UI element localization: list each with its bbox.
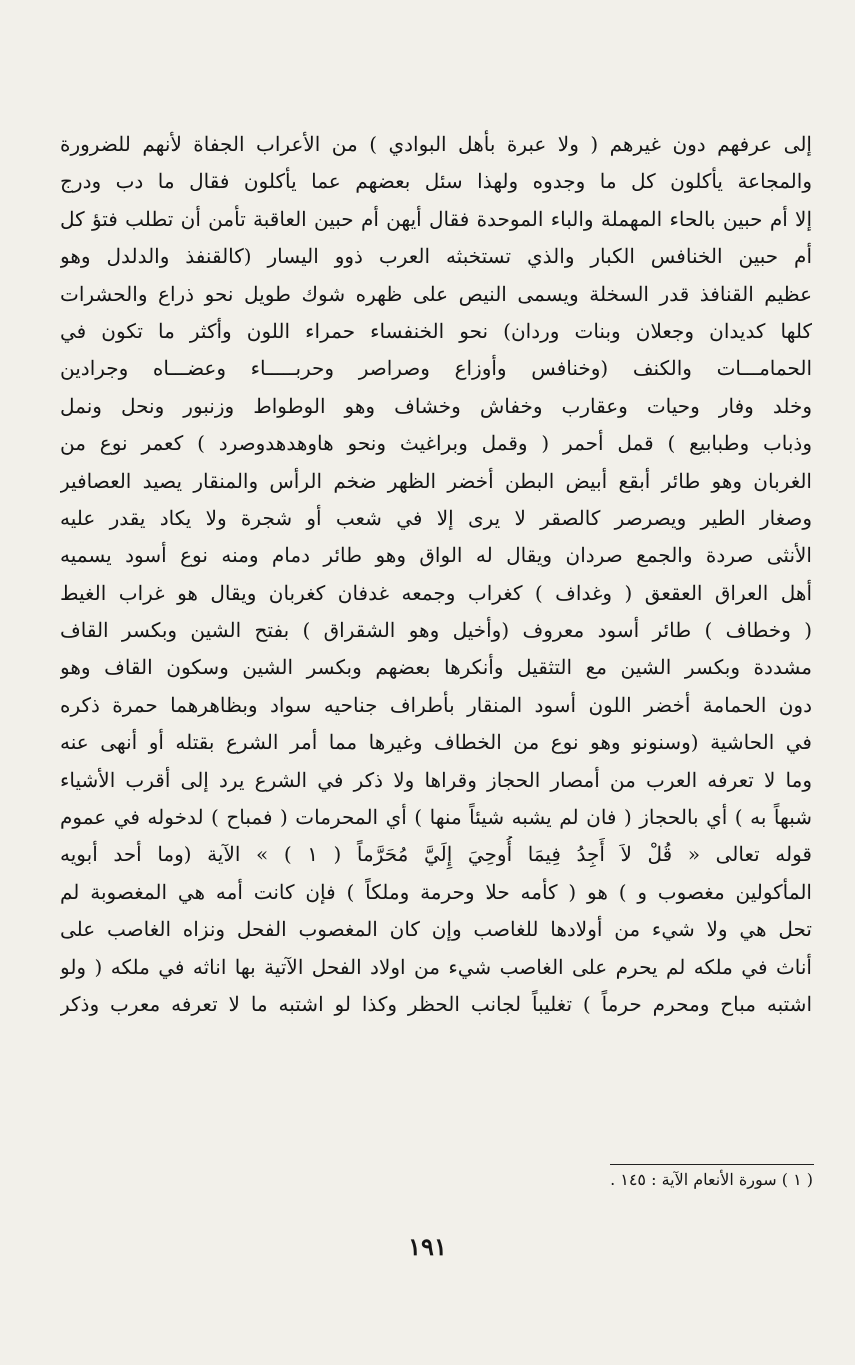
text-line: وذباب وطبابيع ) قمل أحمر ( وقمل وبراغيث ونحو هاوهدهدوصرد ) كعمر نوع من — [60, 431, 812, 456]
text-line: أم حبين الخنافس الكبار والذي تستخبثه العرب ذوو اليسار (كالقنفذ والدلدل وهو — [60, 244, 812, 269]
text-line: وخلد وفار وحيات وعقارب وخفاش وخشاف وهو الوطواط وزنبور ونحل ونمل — [60, 393, 812, 418]
text-line: إلى عرفهم دون غيرهم ( ولا عبرة بأهل البوادي ) من الأعراب الجفاة لأنهم للضرورة — [60, 132, 812, 156]
text-line: قوله تعالى « قُلْ لاَ أَجِدُ فِيمَا أُوحِيَ إِلَيَّ مُحَرَّماً ( ١ ) » الآية (وما أحد أبويه — [60, 842, 812, 867]
text-line: والمجاعة يأكلون كل ما وجدوه ولهذا سئل بعضهم عما يأكلون فقال ما دب ودرج — [60, 169, 812, 194]
text-line: كلها كديدان وجعلان وبنات وردان) نحو الخنفساء حمراء اللون وأكثر ما تكون في — [60, 318, 812, 343]
page-number: ١٩١ — [408, 1232, 447, 1261]
text-line: وصغار الطير ويصرصر كالصقر لا يرى إلا في شعب أو شجرة ولا يكاد يقدر عليه — [60, 505, 812, 530]
text-line: دون الحمامة أخضر اللون أسود المنقار بأطراف جناحيه سواد وبظاهرهما حمرة ذكره — [60, 692, 812, 717]
text-line: وما لا تعرفه العرب من أمصار الحجاز وقراها ولا ذكر في الشرع يرد إلى أقرب الأشياء — [60, 767, 812, 792]
text-line: الأنثى صردة والجمع صردان ويقال له الواق وهو طائر دمام ومنه نوع أسود يسميه — [60, 543, 812, 568]
text-line: عظيم القنافذ قدر السخلة ويسمى النيص على ظهره شوك طويل نحو ذراع والحشرات — [60, 281, 812, 306]
footnote-divider — [610, 1164, 814, 1165]
text-line: تحل هي ولا شيء من أولادها للغاصب وإن كان المغصوب الفحل ونزاه الغاصب على — [60, 917, 812, 942]
text-line: اشتبه مباح ومحرم حرماً ) تغليباً لجانب الحظر وكذا لو اشتبه ما لا تعرفه معرب وذكر — [60, 991, 812, 1016]
text-line: الحمامـــات والكنف (وخنافس وأوزاع وصراصر وحربـــــاء وعضـــاه وجرادين — [60, 356, 812, 381]
text-line: ( وخطاف ) طائر أسود معروف (وأخيل وهو الشقراق ) بفتح الشين وبكسر القاف — [60, 618, 812, 643]
body-text — [60, 126, 812, 1023]
text-line: إلا أم حبين بالحاء المهملة والباء الموحدة فقال أيهن أم حبين العاقبة تأمن أن تطلب فتؤ كل — [60, 206, 812, 231]
text-line: المأكولين مغصوب و ) هو ( كأمه حلا وحرمة وملكاً ) فإن كانت أمه هي المغصوبة لم — [60, 879, 812, 904]
text-line: أهل العراق العقعق ( وغداف ) كغراب وجمعه غدفان كغربان ويقال هو غراب الغيط — [60, 580, 812, 605]
text-line: في الحاشية (وسنونو وهو نوع من الخطاف وغيرها مما أمر الشرع بقتله أو أنهى عنه — [60, 730, 812, 755]
footnote: ( ١ ) سورة الأنعام الآية : ١٤٥ . — [610, 1170, 813, 1189]
text-line: أناث في ملكه لم يحرم على الغاصب شيء من اولاد الفحل الآتية بها اناثه في ملكه ( ولو — [60, 954, 812, 979]
text-line: مشددة وبكسر الشين مع التثقيل وأنكرها بعضهم وبكسر الشين وسكون القاف وهو — [60, 655, 812, 680]
text-line: الغربان وهو طائر أبقع أبيض البطن أخضر الظهر ضخم الرأس والمنقار يصيد العصافير — [60, 468, 812, 493]
text-line: شبهاً به ) أي بالحجاز ( فان لم يشبه شيئاً منها ) أي المحرمات ( فمباح ) لدخوله في عموم — [60, 805, 812, 830]
